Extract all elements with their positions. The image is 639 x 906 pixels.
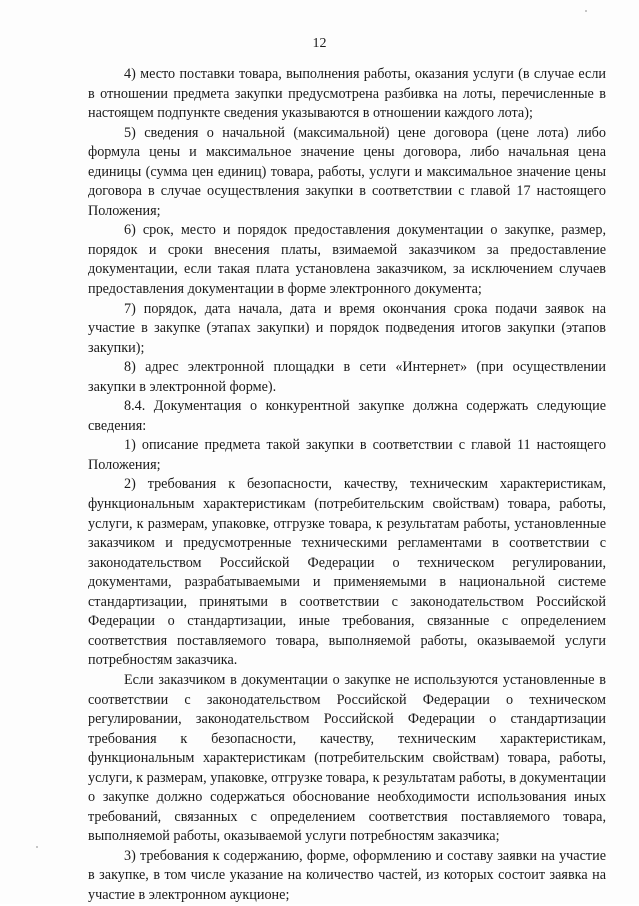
- page-number: 12: [312, 36, 327, 51]
- paragraph-item-6-documentation-terms: 6) срок, место и порядок предоставления документации о закупке, размер, порядок и сроки внесения платы, взимаемой заказчиком за предоставление документации, если такая плата установлена заказчиком, за исключением случаев предоставления документации в форме электронного документа;: [88, 222, 606, 298]
- paragraph-item-1-subject-description: 1) описание предмета такой закупки в соответствии с главой 11 настоящего Положения;: [88, 437, 606, 473]
- paragraph-item-2-quality-requirements: 2) требования к безопасности, качеству, техническим характеристикам, функциональным характеристикам (потребительским свойствам) товара, работы, услуги, к размерам, упаковке, отгрузке товара, к результатам работы, установленные заказчиком и предусмотренные техническими регламентами в соответствии с законодательством Российской Федерации о техническом регулировании, документами, разрабатываемыми и применяемыми в национальной системе стандартизации, принятыми в соответствии с законодательством Российской Федерации о стандартизации, иные требования, связанные с определением соответствия поставляемого товара, выполняемой работы, оказываемой услуги потребностям заказчика.: [88, 476, 606, 669]
- paragraph-justification-other-requirements: Если заказчиком в документации о закупке не используются установленные в соответствии с законодательством Российской Федерации о техническом регулировании, законодательством Российской Федерации о стандартизации требования к безопасности, качеству, техническим характеристикам, функциональным характеристикам (потребительским свойствам) товара, работы, услуги, к размерам, упаковке, отгрузке товара, к результатам работы, в документации о закупке должно содержаться обоснование необходимости использования иных требований, связанных с определением соответствия поставляемого товара, выполняемой работы, оказываемой услуги потребностям заказчика;: [88, 671, 606, 845]
- paragraph-section-8-4-heading: 8.4. Документация о конкурентной закупке должна содержать следующие сведения:: [88, 398, 606, 434]
- scan-speck: [36, 846, 38, 848]
- paragraph-item-3-application-content: 3) требования к содержанию, форме, оформлению и составу заявки на участие в закупке, в том числе указание на количество частей, из которых состоит заявка на участие в электронном аукционе;: [88, 847, 606, 903]
- paragraph-item-8-platform-address: 8) адрес электронной площадки в сети «Интернет» (при осуществлении закупки в электронной форме).: [88, 359, 606, 395]
- paragraph-item-4-delivery-place: 4) место поставки товара, выполнения работы, оказания услуги (в случае если в отношении предмета закупки предусмотрена разбивка на лоты, перечисленные в настоящем подпункте сведения указываются в отношении каждого лота);: [88, 66, 606, 122]
- paragraph-item-5-initial-price: 5) сведения о начальной (максимальной) цене договора (цене лота) либо формула цены и максимальное значение цены договора, либо начальная цена единицы (сумма цен единиц) товара, работы, услуги и максимальное значение цены договора в случае осуществления закупки в соответствии с главой 17 настоящего Положения;: [88, 124, 606, 219]
- scan-speck: [585, 10, 587, 12]
- document-body: [88, 65, 606, 906]
- paragraph-item-7-application-deadlines: 7) порядок, дата начала, дата и время окончания срока подачи заявок на участие в закупке (этапах закупки) и порядок подведения итогов закупки (этапов закупки);: [88, 300, 606, 356]
